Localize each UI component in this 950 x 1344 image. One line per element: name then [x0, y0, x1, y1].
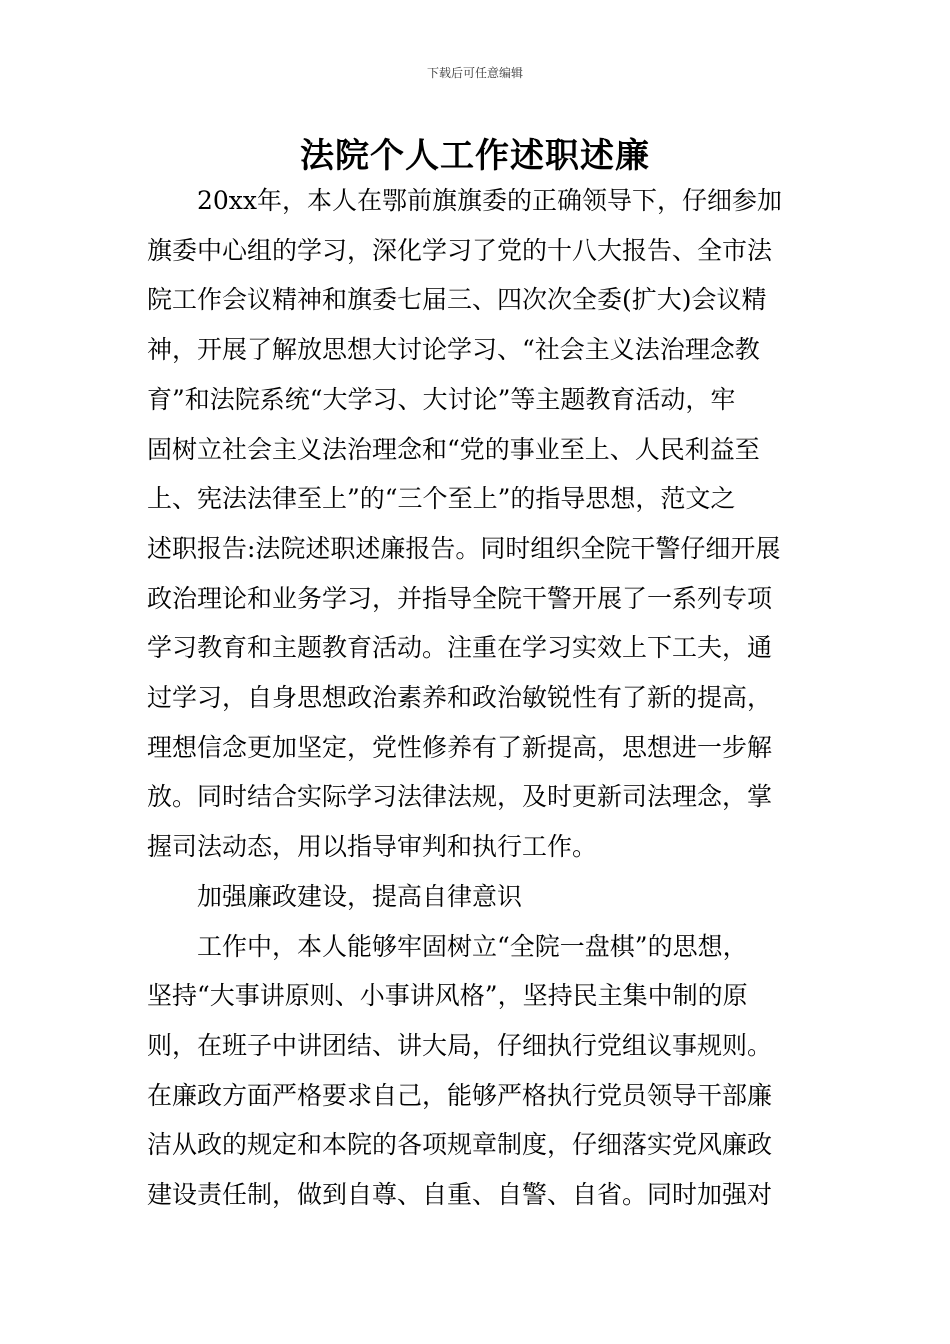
text-line: 坚持“大事讲原则、小事讲风格”，坚持民主集中制的原 — [147, 981, 748, 1011]
text-line: 握司法动态，用以指导审判和执行工作。 — [147, 832, 598, 862]
text-line: 加强廉政建设，提高自律意识 — [197, 881, 523, 911]
text-line: 放。同时结合实际学习法律法规，及时更新司法理念，掌 — [147, 782, 773, 812]
text-line: 神，开展了解放思想大讨论学习、“社会主义法治理念教 — [147, 335, 760, 365]
text-line: 理想信念更加坚定，党性修养有了新提高，思想进一步解 — [147, 732, 773, 762]
text-line: 政治理论和业务学习，并指导全院干警开展了一系列专项 — [147, 583, 773, 613]
text-line: 过学习，自身思想政治素养和政治敏锐性有了新的提高， — [147, 683, 773, 713]
page-header: 下载后可任意编辑 — [426, 66, 523, 80]
text-line: 院工作会议精神和旗委七届三、四次次全委(扩大)会议精 — [147, 285, 767, 315]
text-line: 学习教育和主题教育活动。注重在学习实效上下工夫，通 — [147, 633, 773, 663]
text-line: 工作中，本人能够牢固树立“全院一盘棋”的思想， — [197, 931, 748, 961]
text-line: 建设责任制，做到自尊、自重、自警、自省。同时加强对 — [147, 1180, 773, 1210]
text-line: 则，在班子中讲团结、讲大局，仔细执行党组议事规则。 — [147, 1030, 773, 1060]
text-line: 旗委中心组的学习，深化学习了党的十八大报告、全市法 — [147, 235, 773, 265]
text-line: 育”和法院系统“大学习、大讨论”等主题教育活动，牢 — [147, 384, 736, 414]
text-line: 固树立社会主义法治理念和“党的事业至上、人民利益至 — [147, 434, 760, 464]
text-line: 20xx年，本人在鄂前旗旗委的正确领导下，仔细参加 — [197, 186, 783, 215]
text-line: 述职报告:法院述职述廉报告。同时组织全院干警仔细开展 — [147, 533, 781, 563]
document-title: 法院个人工作述职述廉 — [300, 136, 650, 176]
text-line: 上、宪法法律至上”的“三个至上”的指导思想，范文之 — [147, 484, 736, 514]
text-line: 洁从政的规定和本院的各项规章制度，仔细落实党风廉政 — [147, 1130, 773, 1160]
text-line: 在廉政方面严格要求自己，能够严格执行党员领导干部廉 — [147, 1080, 773, 1110]
document-body — [147, 176, 809, 1220]
